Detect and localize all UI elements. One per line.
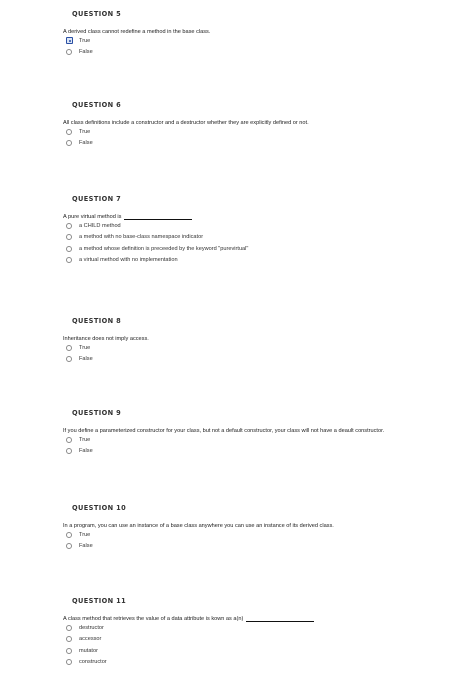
question-text bbox=[63, 29, 210, 35]
answer-blank-line bbox=[246, 616, 314, 622]
radio-button-icon[interactable] bbox=[66, 437, 72, 443]
question-text bbox=[63, 120, 309, 126]
option-label: False bbox=[79, 356, 93, 362]
option-label: False bbox=[79, 543, 93, 549]
radio-button-icon[interactable] bbox=[66, 49, 72, 55]
answer-option[interactable] bbox=[66, 646, 98, 655]
answer-option[interactable] bbox=[66, 658, 107, 667]
radio-button-icon[interactable] bbox=[66, 543, 72, 549]
answer-option[interactable] bbox=[66, 221, 121, 230]
answer-option[interactable] bbox=[66, 36, 90, 45]
question-text-label: If you define a parameterized constructor for your class, but not a default constructor, your class will not have a deault constructor. bbox=[63, 428, 385, 434]
answer-option[interactable] bbox=[66, 635, 101, 644]
question-title: QUESTION 6 bbox=[72, 101, 122, 109]
radio-button-icon[interactable] bbox=[66, 140, 72, 146]
option-label: a CHILD method bbox=[79, 222, 121, 229]
question-title: QUESTION 5 bbox=[72, 10, 122, 18]
question-text bbox=[63, 428, 384, 434]
option-label: mutator bbox=[79, 647, 98, 654]
radio-button-icon[interactable] bbox=[66, 234, 72, 240]
option-label: False bbox=[79, 49, 93, 55]
question-text-label: A class method that retrieves the value of a data attribute is kown as a(n) bbox=[63, 616, 244, 622]
option-label: False bbox=[79, 140, 93, 146]
radio-button-icon[interactable] bbox=[66, 345, 72, 351]
option-label: a method with no base-class namespace indicator bbox=[79, 234, 204, 240]
answer-blank-line bbox=[124, 214, 192, 220]
option-label: True bbox=[79, 37, 91, 44]
question-title: QUESTION 7 bbox=[72, 195, 122, 203]
answer-option[interactable] bbox=[66, 48, 93, 57]
answer-option[interactable] bbox=[66, 256, 178, 265]
radio-button-icon[interactable] bbox=[66, 448, 72, 454]
radio-button-icon[interactable] bbox=[66, 129, 72, 135]
question-text bbox=[63, 214, 192, 220]
option-label: a method whose definition is preceeded by the keyword "purevirtual" bbox=[79, 245, 249, 252]
radio-button-icon[interactable] bbox=[66, 223, 72, 229]
option-label: destructor bbox=[79, 624, 104, 631]
question-title: QUESTION 11 bbox=[72, 597, 127, 605]
option-label: accessor bbox=[79, 636, 102, 642]
answer-option[interactable] bbox=[66, 355, 93, 364]
answer-option[interactable] bbox=[66, 139, 93, 148]
answer-option[interactable] bbox=[66, 530, 90, 539]
question-text-label: A derived class cannot redefine a method in the base class. bbox=[63, 29, 211, 35]
answer-option[interactable] bbox=[66, 542, 93, 551]
radio-button-icon[interactable] bbox=[66, 648, 72, 654]
radio-button-icon[interactable] bbox=[66, 636, 72, 642]
option-label: True bbox=[79, 128, 91, 135]
option-label: True bbox=[79, 344, 91, 351]
option-label: True bbox=[79, 436, 91, 443]
question-text-label: In a program, you can use an instance of a base class anywhere you can use an instance of its derived class. bbox=[63, 523, 334, 529]
answer-option[interactable] bbox=[66, 435, 90, 444]
answer-option[interactable] bbox=[66, 244, 248, 253]
question-text bbox=[63, 616, 314, 622]
question-title: QUESTION 10 bbox=[72, 504, 127, 512]
question-text-label: A pure virtual method is bbox=[63, 214, 122, 220]
option-label: False bbox=[79, 448, 93, 454]
question-text-label: All class definitions include a constructor and a destructor whether they are explicitly defined or not. bbox=[63, 120, 309, 126]
question-text bbox=[63, 336, 149, 342]
radio-button-icon[interactable] bbox=[66, 257, 72, 263]
radio-selected-icon[interactable] bbox=[66, 37, 73, 44]
answer-option[interactable] bbox=[66, 447, 93, 456]
radio-button-icon[interactable] bbox=[66, 246, 72, 252]
answer-option[interactable] bbox=[66, 343, 90, 352]
radio-button-icon[interactable] bbox=[66, 659, 72, 665]
answer-option[interactable] bbox=[66, 623, 104, 632]
question-text bbox=[63, 523, 334, 529]
question-text-label: Inheritance does not imply access. bbox=[63, 336, 149, 342]
answer-option[interactable] bbox=[66, 127, 90, 136]
option-label: True bbox=[79, 531, 91, 538]
option-label: constructor bbox=[79, 659, 107, 665]
option-label: a virtual method with no implementation bbox=[79, 257, 178, 263]
answer-option[interactable] bbox=[66, 233, 203, 242]
radio-button-icon[interactable] bbox=[66, 356, 72, 362]
radio-button-icon[interactable] bbox=[66, 532, 72, 538]
question-title: QUESTION 8 bbox=[72, 317, 122, 325]
radio-button-icon[interactable] bbox=[66, 625, 72, 631]
question-title: QUESTION 9 bbox=[72, 409, 122, 417]
